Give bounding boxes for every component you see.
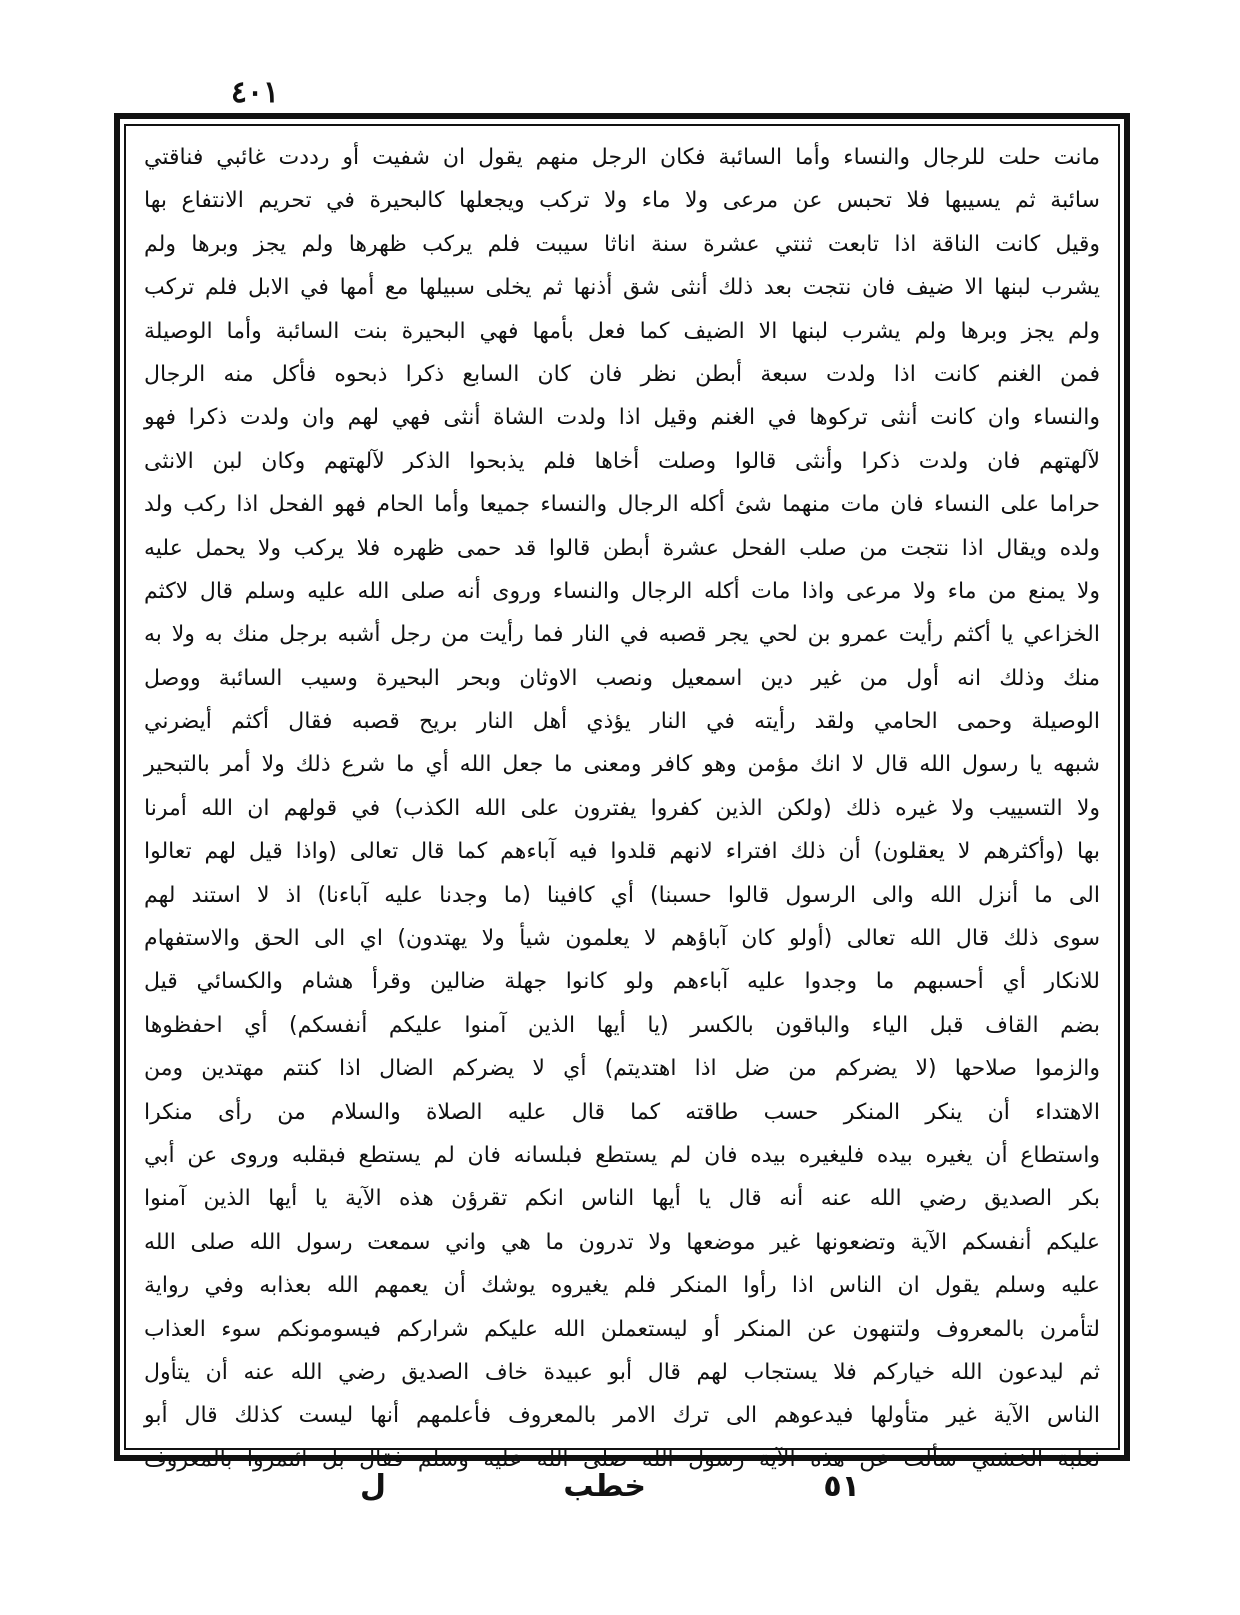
text-line: شبهه يا رسول الله قال لا انك مؤمن وهو كافر ومعنى ما جعل الله أي ما شرع ذلك ولا أمر بالتبحير — [144, 752, 1100, 778]
text-line: مانت حلت للرجال والنساء وأما السائبة فكان الرجل منهم يقول ان شفيت أو رددت غائبي فناقتي — [144, 145, 1100, 170]
text-line: منك وذلك انه أول من غير دين اسمعيل ونصب الاوثان وبحر البحيرة وسيب السائبة ووصل — [144, 665, 1100, 691]
text-line: ولا يمنع من ماء ولا مرعى واذا مات أكله الرجال والنساء وروى أنه صلى الله عليه وسلم قال لاكثم — [144, 578, 1100, 604]
text-line: وقيل كانت الناقة اذا تابعت ثنتي عشرة سنة اناثا سيبت فلم يركب ظهرها ولم يجز وبرها ولم — [144, 231, 1100, 257]
text-line: بضم القاف قبل الياء والباقون بالكسر (يا أيها الذين آمنوا عليكم أنفسكم) أي احفظوها — [144, 1012, 1100, 1038]
text-line: بكر الصديق رضي الله عنه أنه قال يا أيها الناس انكم تقرؤن هذه الآية يا أيها الذين آمنوا — [144, 1186, 1100, 1212]
text-line: ثعلبة الخشني سألت عن هذه الآية رسول الله صلى الله عليه وسلم فقال بل ائتمروا بالمعروف — [144, 1446, 1100, 1472]
text-line: عليه وسلم يقول ان الناس اذا رأوا المنكر فلم يغيروه يوشك أن يعمهم الله بعذابه وفي رواية — [144, 1273, 1100, 1299]
text-line: للانكار أي أحسبهم ما وجدوا عليه آباءهم ولو كانوا جهلة ضالين وقرأ هشام والكسائي قيل — [144, 969, 1100, 995]
text-line: لآلهتهم فان ولدت ذكرا وأنثى قالوا وصلت أخاها فلم يذبحوا الذكر لآلهتهم وكان لبن الانثى — [144, 448, 1100, 474]
text-line: ولم يجز وبرها ولم يشرب لبنها الا الضيف كما فعل بأمها فهي البحيرة بنت السائبة وأما الوصيلة — [144, 318, 1100, 344]
text-line: ولده ويقال اذا نتجت من صلب الفحل عشرة أبطن قالوا قد حمى ظهره فلا يركب ولا يحمل عليه — [144, 535, 1100, 561]
text-line: والزموا صلاحها (لا يضركم من ضل اذا اهتديتم) أي لا يضركم الضال اذا كنتم مهتدين ومن — [144, 1056, 1100, 1082]
text-line: الخزاعي يا أكثم رأيت عمرو بن لحي يجر قصبه في النار فما رأيت من رجل أشبه برجل منك به ولا به — [144, 622, 1100, 648]
text-line: ولا التسييب ولا غيره ذلك (ولكن الذين كفروا يفترون على الله الكذب) في قولهم ان الله أمرنا — [144, 795, 1100, 821]
text-line: لتأمرن بالمعروف ولتنهون عن المنكر أو ليستعملن الله عليكم شراركم فيسومونكم سوء العذاب — [144, 1316, 1100, 1342]
signature-word: خطب — [563, 1468, 647, 1504]
text-line: واستطاع أن يغيره بيده فليغيره بيده فان لم يستطع فبلسانه فان لم يستطع فبقلبه وروى عن أبي — [144, 1142, 1100, 1168]
text-line: الناس الآية غير متأولها فيدعوهم الى ترك الامر بالمعروف فأعلمهم أنها ليست كذلك قال أبو — [144, 1403, 1100, 1429]
text-line: الى ما أنزل الله والى الرسول قالوا حسبنا) أي كافينا (ما وجدنا عليه آباءنا) اذ لا استند لهم — [144, 882, 1100, 908]
text-line: سائبة ثم يسيبها فلا تحبس عن مرعى ولا ماء ولا تركب ويجعلها كالبحيرة في تحريم الانتفاع بها — [144, 188, 1100, 214]
text-line: فمن الغنم كانت اذا ولدت سبعة أبطن نظر فان كان السابع ذكرا ذبحوه فأكل منه الرجال — [144, 361, 1100, 387]
text-line: الاهتداء أن ينكر المنكر حسب طاقته كما قال عليه الصلاة والسلام من رأى منكرا — [144, 1099, 1100, 1125]
page-number: ٤٠١ — [230, 75, 280, 110]
text-body — [140, 136, 1104, 1472]
text-line: سوى ذلك قال الله تعالى (أولو كان آباؤهم لا يعلمون شيأ ولا يهتدون) اي الى الحق والاستفهام — [144, 926, 1100, 952]
text-line: ثم ليدعون الله خياركم فلا يستجاب لهم قال أبو عبيدة خاف الصديق رضي الله عنه أن يتأول — [144, 1359, 1100, 1385]
text-line: يشرب لبنها الا ضيف فان نتجت بعد ذلك أنثى شق أذنها ثم يخلى سبيلها مع أمها في الابل فلم تركب — [144, 275, 1100, 301]
text-line: والنساء وان كانت أنثى تركوها في الغنم وقيل اذا ولدت الشاة أنثى فهي لهم وان ولدت ذكرا فهو — [144, 405, 1100, 431]
text-line: عليكم أنفسكم الآية وتضعونها غير موضعها ولا تدرون ما هي واني سمعت رسول الله صلى الله — [144, 1229, 1100, 1255]
signature-letter: ل — [360, 1468, 387, 1504]
signature-footer — [360, 1466, 860, 1506]
text-line: بها (وأكثرهم لا يعقلون) أن ذلك افتراء لانهم قلدوا فيه آباءهم كما قال تعالى (واذا قيل لهم تعالوا — [144, 839, 1100, 865]
text-line: الوصيلة وحمى الحامي ولقد رأيته في النار يؤذي أهل النار بريح قصبه فقال أكثم أيضرني — [144, 709, 1100, 735]
text-line: حراما على النساء فان مات منهما شئ أكله الرجال والنساء جميعا وأما الحام فهو الفحل اذا ركب ولد — [144, 492, 1100, 518]
signature-number: ٥١ — [823, 1468, 860, 1504]
